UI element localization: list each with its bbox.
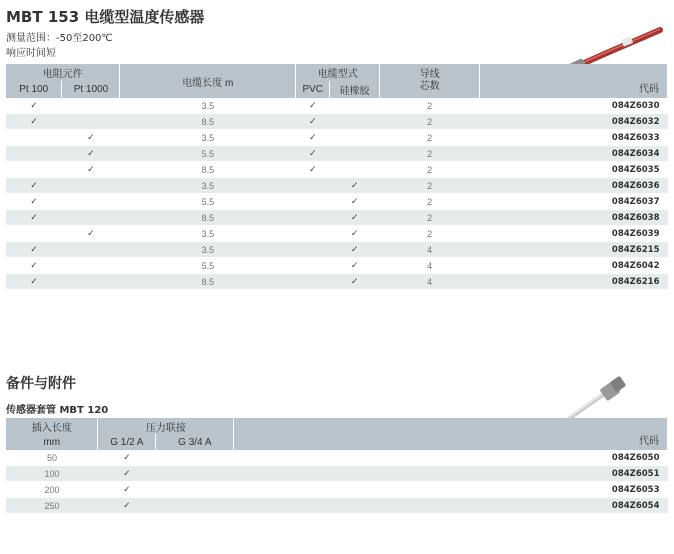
code-cell: 084Z6032 <box>480 114 668 130</box>
pt1000-check <box>62 194 120 210</box>
pvc-check <box>296 210 330 226</box>
table-row <box>6 498 668 514</box>
code-cell: 084Z6216 <box>480 274 668 290</box>
table-row <box>6 210 668 226</box>
pvc-check <box>296 242 330 258</box>
pt100-check <box>6 162 62 178</box>
pvc-check <box>296 274 330 290</box>
silicone-check: ✓ <box>330 226 380 242</box>
code-cell: 084Z6030 <box>480 98 668 114</box>
table-row <box>6 242 668 258</box>
pvc-check: ✓ <box>296 162 330 178</box>
pt100-check: ✓ <box>6 258 62 274</box>
pt1000-check <box>62 242 120 258</box>
pvc-check <box>296 258 330 274</box>
wire-count-cell: 4 <box>380 242 480 258</box>
pvc-check <box>296 226 330 242</box>
silicone-check <box>330 130 380 146</box>
code-cell: 084Z6051 <box>234 466 668 482</box>
pt100-check: ✓ <box>6 194 62 210</box>
table-row <box>6 194 668 210</box>
code-cell: 084Z6033 <box>480 130 668 146</box>
pt100-check <box>6 226 62 242</box>
pvc-header: PVC <box>296 81 330 98</box>
pt100-check <box>6 130 62 146</box>
cable-length-cell: 8.5 <box>120 274 296 290</box>
g34-header: G 3/4 A <box>156 434 234 450</box>
pt1000-check: ✓ <box>62 226 120 242</box>
code-cell: 084Z6054 <box>234 498 668 514</box>
table-row <box>6 178 668 194</box>
table-row <box>6 98 668 114</box>
cable-length-cell: 3.5 <box>120 178 296 194</box>
pvc-check: ✓ <box>296 98 330 114</box>
insert-length-cell: 200 <box>6 482 98 498</box>
wire-count-cell: 2 <box>380 194 480 210</box>
pt1000-check <box>62 274 120 290</box>
silicone-check <box>330 162 380 178</box>
table-row <box>6 274 668 290</box>
response-time: 响应时间短 <box>6 48 56 59</box>
silicone-check <box>330 114 380 130</box>
pvc-check: ✓ <box>296 130 330 146</box>
g34-check <box>156 498 234 514</box>
wire-count-cell: 2 <box>380 178 480 194</box>
cable-length-cell: 8.5 <box>120 210 296 226</box>
pt1000-check: ✓ <box>62 130 120 146</box>
wire-count-cell: 4 <box>380 274 480 290</box>
section-title: 备件与附件 <box>6 376 76 392</box>
sensor-spec-table <box>6 64 668 290</box>
pvc-check <box>296 194 330 210</box>
cable-type-header: 电缆型式 <box>296 64 380 81</box>
pt1000-check: ✓ <box>62 146 120 162</box>
code-cell: 084Z6042 <box>480 258 668 274</box>
cable-length-cell: 3.5 <box>120 226 296 242</box>
pressure-connection-header: 压力联接 <box>98 418 234 434</box>
table-row <box>6 482 668 498</box>
cable-length-header: 电缆长度 m <box>120 64 296 98</box>
code-cell: 084Z6039 <box>480 226 668 242</box>
page-title: MBT 153 电缆型温度传感器 <box>6 8 205 26</box>
pt100-check: ✓ <box>6 178 62 194</box>
silicone-header: 硅橡胶 <box>330 81 380 98</box>
wire-count-cell: 2 <box>380 210 480 226</box>
table-row <box>6 450 668 466</box>
wire-count-cell: 2 <box>380 114 480 130</box>
measuring-range: 测量范围：-50至200℃ <box>6 33 113 44</box>
pt100-check: ✓ <box>6 98 62 114</box>
section-subtitle: 传感器套管 MBT 120 <box>6 405 109 416</box>
pt100-check: ✓ <box>6 242 62 258</box>
wire-count-cell: 2 <box>380 98 480 114</box>
pt1000-check <box>62 114 120 130</box>
pvc-check <box>296 178 330 194</box>
g12-check: ✓ <box>98 466 156 482</box>
table-row <box>6 258 668 274</box>
insert-length-cell: 50 <box>6 450 98 466</box>
pt1000-check <box>62 210 120 226</box>
cable-length-cell: 3.5 <box>120 242 296 258</box>
g12-check: ✓ <box>98 450 156 466</box>
table-row <box>6 226 668 242</box>
silicone-check: ✓ <box>330 210 380 226</box>
wire-count-header: 导线 芯数 <box>380 64 480 98</box>
table-row <box>6 162 668 178</box>
table-row <box>6 466 668 482</box>
code-cell: 084Z6038 <box>480 210 668 226</box>
pt1000-check <box>62 98 120 114</box>
cable-length-cell: 3.5 <box>120 98 296 114</box>
code-header-2: 代码 <box>234 418 668 450</box>
cable-length-cell: 5.5 <box>120 194 296 210</box>
resistor-element-header: 电阻元件 <box>6 64 120 81</box>
silicone-check <box>330 98 380 114</box>
code-cell: 084Z6037 <box>480 194 668 210</box>
code-cell: 084Z6050 <box>234 450 668 466</box>
wire-count-cell: 2 <box>380 146 480 162</box>
pt1000-check <box>62 178 120 194</box>
silicone-check: ✓ <box>330 194 380 210</box>
wire-count-cell: 2 <box>380 162 480 178</box>
silicone-check: ✓ <box>330 274 380 290</box>
pvc-check: ✓ <box>296 146 330 162</box>
silicone-check: ✓ <box>330 258 380 274</box>
g12-check: ✓ <box>98 482 156 498</box>
g34-check <box>156 482 234 498</box>
pvc-check: ✓ <box>296 114 330 130</box>
g34-check <box>156 466 234 482</box>
wire-count-cell: 2 <box>380 130 480 146</box>
pt100-check: ✓ <box>6 210 62 226</box>
cable-length-cell: 8.5 <box>120 162 296 178</box>
table-row <box>6 146 668 162</box>
pt1000-header: Pt 1000 <box>62 81 120 98</box>
code-cell: 084Z6036 <box>480 178 668 194</box>
silicone-check <box>330 146 380 162</box>
cable-length-cell: 3.5 <box>120 130 296 146</box>
insert-length-cell: 100 <box>6 466 98 482</box>
code-cell: 084Z6035 <box>480 162 668 178</box>
wire-count-cell: 2 <box>380 226 480 242</box>
table-row <box>6 130 668 146</box>
pt1000-check: ✓ <box>62 162 120 178</box>
pt100-check: ✓ <box>6 274 62 290</box>
insert-length-cell: 250 <box>6 498 98 514</box>
pt100-header: Pt 100 <box>6 81 62 98</box>
mm-header: mm <box>6 434 98 450</box>
wire-count-cell: 4 <box>380 258 480 274</box>
g12-header: G 1/2 A <box>98 434 156 450</box>
pt100-check <box>6 146 62 162</box>
g12-check: ✓ <box>98 498 156 514</box>
pt1000-check <box>62 258 120 274</box>
accessory-table <box>6 418 668 514</box>
code-cell: 084Z6053 <box>234 482 668 498</box>
cable-length-cell: 5.5 <box>120 258 296 274</box>
code-cell: 084Z6215 <box>480 242 668 258</box>
table-row <box>6 114 668 130</box>
code-header: 代码 <box>480 64 668 98</box>
cable-length-cell: 8.5 <box>120 114 296 130</box>
code-cell: 084Z6034 <box>480 146 668 162</box>
insert-length-header: 插入长度 <box>6 418 98 434</box>
g34-check <box>156 450 234 466</box>
cable-length-cell: 5.5 <box>120 146 296 162</box>
silicone-check: ✓ <box>330 178 380 194</box>
pt100-check: ✓ <box>6 114 62 130</box>
silicone-check: ✓ <box>330 242 380 258</box>
